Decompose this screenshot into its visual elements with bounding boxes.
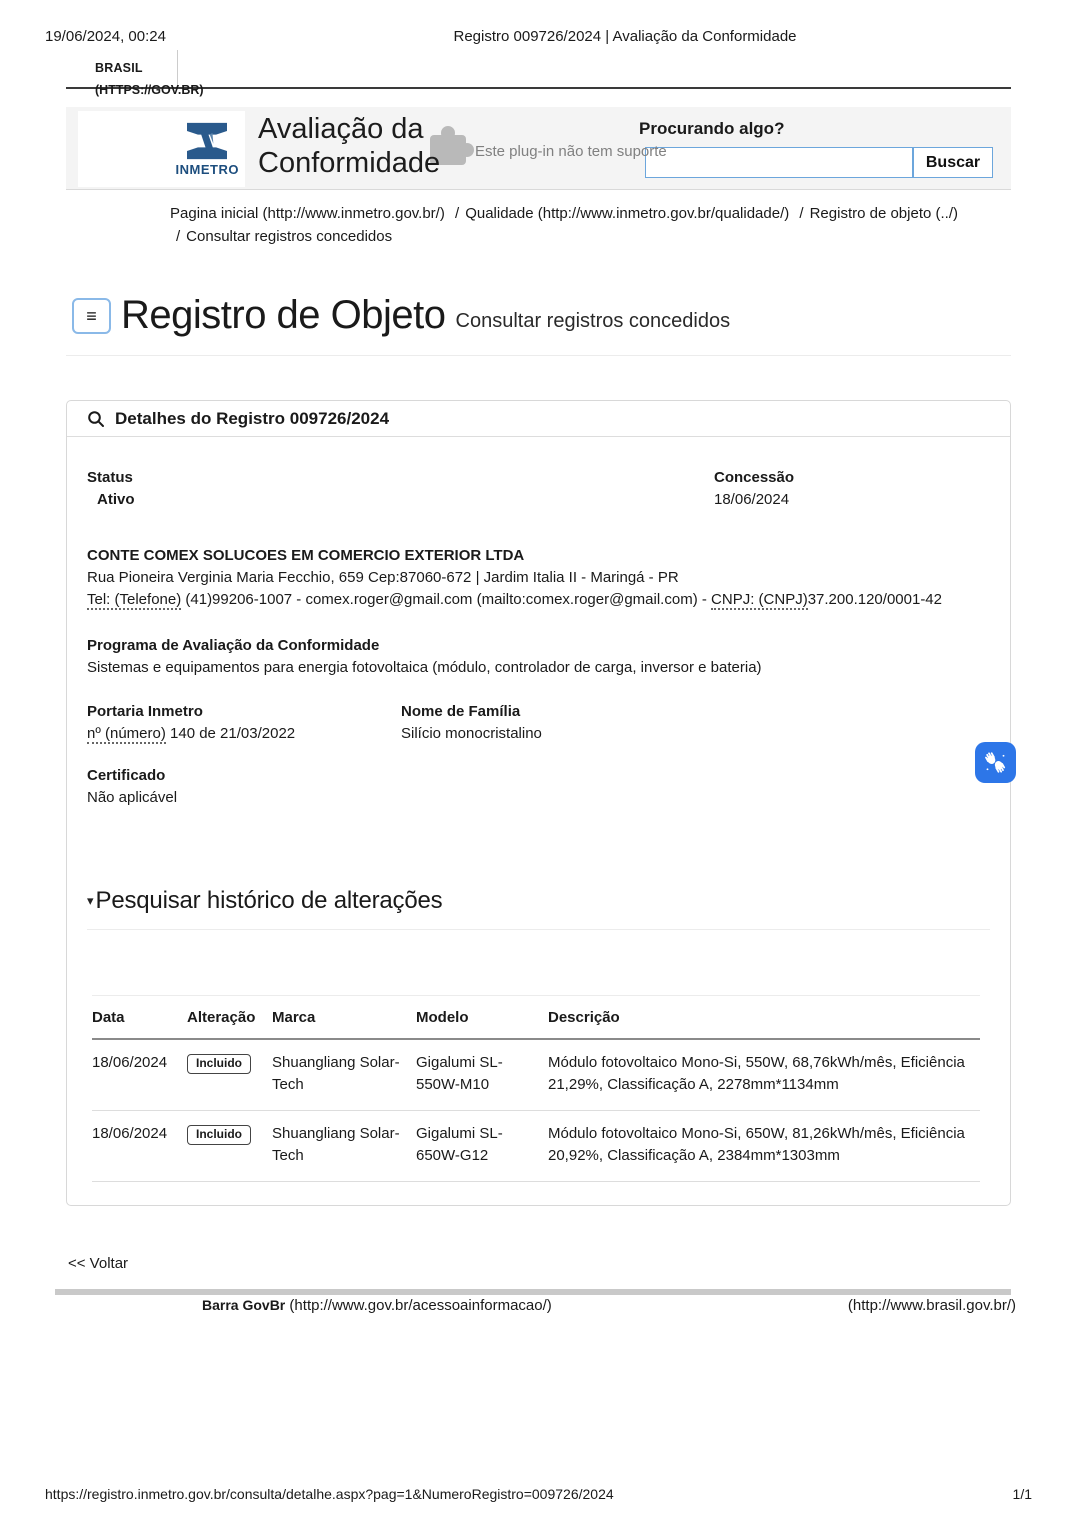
footer-bar: [55, 1289, 1011, 1295]
details-panel: [66, 400, 1011, 1206]
inmetro-logo[interactable]: [78, 111, 245, 187]
history-table: [92, 995, 980, 1182]
print-page-number: 1/1: [1012, 1486, 1032, 1502]
program-value: Sistemas e equipamentos para energia fotovoltaica (módulo, controlador de carga, inversor e bateria): [87, 659, 762, 676]
header-alteracao: Alteração: [187, 1009, 256, 1026]
cell-alteracao: [187, 1111, 272, 1181]
brasil-link-url[interactable]: (HTTPS://GOV.BR): [95, 83, 204, 97]
portaria-value: nº (número) 140 de 21/03/2022: [87, 725, 296, 742]
breadcrumb-item-home[interactable]: Pagina inicial (http://www.inmetro.gov.br/): [170, 205, 445, 222]
numero-abbr: nº (número): [87, 725, 166, 742]
portaria-row: [87, 701, 990, 745]
footer-govbr-link[interactable]: Barra GovBr (http://www.gov.br/acessoainformacao/): [202, 1297, 552, 1314]
status-label: Status: [87, 469, 133, 486]
cell-alteracao: [187, 1040, 272, 1110]
cnpj-value: 37.200.120/0001-42: [807, 591, 942, 608]
menu-button[interactable]: [72, 298, 111, 334]
family-label: Nome de Família: [401, 703, 521, 720]
search-input[interactable]: [645, 147, 913, 178]
title-divider: [66, 355, 1011, 356]
certificate-label: Certificado: [87, 767, 166, 784]
family-value: Silício monocristalino: [401, 725, 542, 742]
page-title-row: [72, 293, 730, 338]
history-divider: [87, 929, 990, 930]
breadcrumb: [170, 202, 1020, 248]
breadcrumb-item-registro[interactable]: Registro de objeto (../): [809, 205, 958, 222]
cell-data: 18/06/2024: [92, 1054, 168, 1071]
telephone-abbr: Tel: (Telefone): [87, 591, 182, 608]
footer-brasil-link[interactable]: (http://www.brasil.gov.br/): [847, 1297, 1016, 1314]
cell-marca: Shuangliang Solar-Tech: [272, 1054, 400, 1093]
program-block: [87, 635, 990, 679]
search-heading: Procurando algo?: [639, 119, 785, 138]
company-name: CONTE COMEX SOLUCOES EM COMERCIO EXTERIOR LTDA: [87, 547, 525, 564]
search-button[interactable]: Buscar: [913, 147, 993, 178]
header-modelo: Modelo: [416, 1009, 469, 1026]
header-descricao: Descrição: [548, 1009, 620, 1026]
site-title: Avaliação da Conformidade: [258, 113, 441, 179]
history-title: Pesquisar histórico de alterações: [95, 887, 443, 914]
history-toggle[interactable]: [87, 887, 990, 915]
program-label: Programa de Avaliação da Conformidade: [87, 637, 380, 654]
panel-title: Detalhes do Registro 009726/2024: [115, 408, 390, 428]
breadcrumb-item-qualidade[interactable]: Qualidade (http://www.inmetro.gov.br/qualidade/): [465, 205, 790, 222]
cell-data: 18/06/2024: [92, 1125, 168, 1142]
breadcrumb-separator: /: [455, 205, 460, 222]
govbr-label: Barra GovBr: [202, 1297, 286, 1313]
cell-descricao: Módulo fotovoltaico Mono-Si, 550W, 68,76kWh/mês, Eficiência 21,29%, Classificação A, 2278mm*1134mm: [548, 1054, 965, 1093]
magnifier-icon: [87, 410, 105, 428]
status-row: [87, 467, 990, 511]
cell-descricao: Módulo fotovoltaico Mono-Si, 650W, 81,26kWh/mês, Eficiência 20,92%, Classificação A, 2384mm*1303mm: [548, 1125, 965, 1164]
breadcrumb-item-consultar: Consultar registros concedidos: [186, 228, 393, 245]
table-row: [92, 1111, 980, 1182]
certificate-value: Não aplicável: [87, 789, 178, 806]
breadcrumb-separator: /: [799, 205, 804, 222]
cell-marca: Shuangliang Solar-Tech: [272, 1125, 400, 1164]
page-title: Registro de Objeto: [121, 293, 446, 337]
plugin-unsupported-notice: Este plug-in não tem suporte: [475, 143, 667, 160]
inmetro-logo-icon: [179, 121, 235, 161]
status-badge: Incluido: [187, 1054, 251, 1074]
masthead: [66, 107, 1011, 190]
company-block: [87, 545, 990, 611]
status-badge: Incluido: [187, 1125, 251, 1145]
table-row: [92, 1040, 980, 1111]
inmetro-logo-word: INMETRO: [175, 162, 239, 177]
print-source-url: https://registro.inmetro.gov.br/consulta/detalhe.aspx?pag=1&NumeroRegistro=009726/2024: [45, 1486, 614, 1502]
cell-modelo: Gigalumi SL-550W-M10: [416, 1054, 503, 1093]
vlibras-button[interactable]: [975, 742, 1016, 783]
table-header-row: [92, 996, 980, 1040]
concession-value: 18/06/2024: [714, 491, 790, 508]
header-marca: Marca: [272, 1009, 316, 1026]
company-contact: Tel: (Telefone) (41)99206-1007 - comex.roger@gmail.com (mailto:comex.roger@gmail.com) - CNPJ: (CNPJ)37.200.120/0001-42: [87, 591, 942, 608]
hamburger-menu-icon: ≡: [86, 306, 97, 326]
sign-language-hands-icon: [982, 749, 1009, 776]
portaria-label: Portaria Inmetro: [87, 703, 203, 720]
caret-down-icon: ▾: [87, 893, 94, 908]
back-link[interactable]: << Voltar: [68, 1255, 129, 1272]
cnpj-abbr: CNPJ: (CNPJ): [711, 591, 808, 608]
status-value: Ativo: [97, 491, 135, 508]
govbar-rule: [66, 87, 1011, 89]
cell-modelo: Gigalumi SL-650W-G12: [416, 1125, 503, 1164]
panel-header: [67, 401, 1010, 437]
page-subtitle: Consultar registros concedidos: [455, 310, 731, 332]
brasil-link-label[interactable]: BRASIL: [95, 61, 143, 75]
print-datetime: 19/06/2024, 00:24: [45, 28, 166, 45]
certificate-block: [87, 765, 990, 809]
concession-label: Concessão: [714, 469, 795, 486]
header-data: Data: [92, 1009, 125, 1026]
print-document-title: Registro 009726/2024 | Avaliação da Conformidade: [453, 28, 797, 45]
breadcrumb-separator: /: [176, 228, 181, 245]
company-address: Rua Pioneira Verginia Maria Fecchio, 659 Cep:87060-672 | Jardim Italia II - Maringá - PR: [87, 569, 679, 586]
